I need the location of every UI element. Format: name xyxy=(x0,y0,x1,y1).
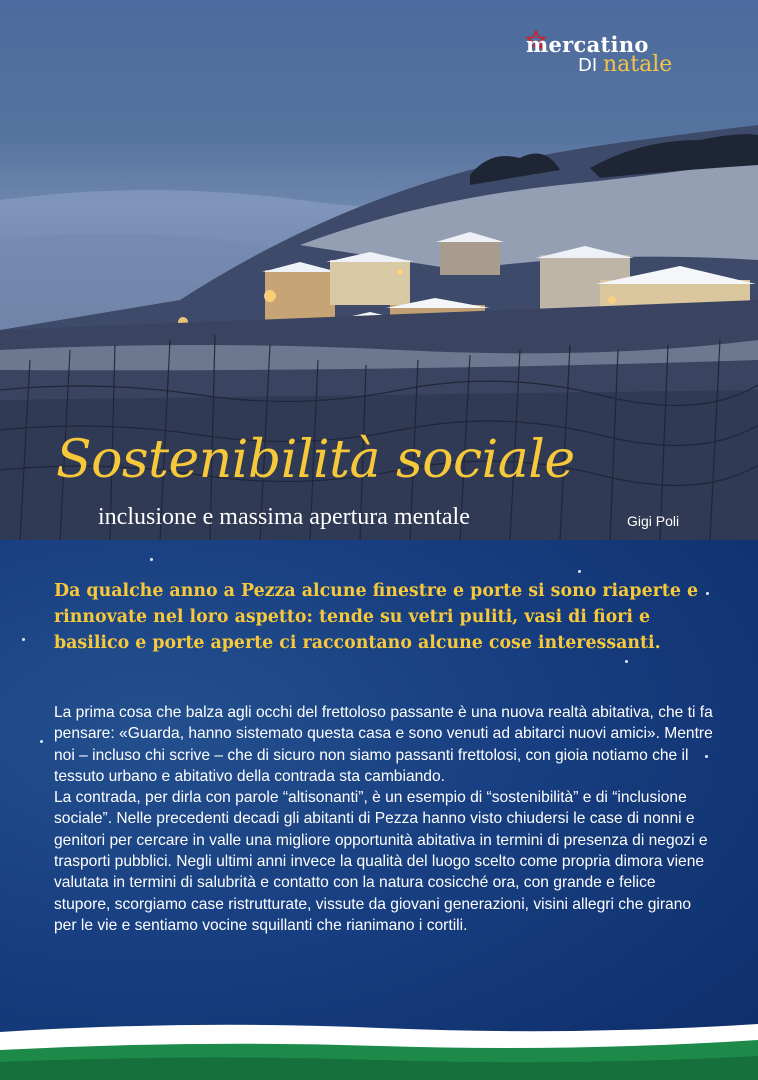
decorative-star xyxy=(706,592,709,595)
author-name: Gigi Poli xyxy=(627,513,680,529)
footer-wave xyxy=(0,1010,758,1080)
decorative-star xyxy=(150,558,153,561)
article-subtitle: inclusione e massima apertura mentale xyxy=(98,504,470,530)
article-title: Sostenibilità sociale xyxy=(56,430,575,490)
logo-natale: natale xyxy=(603,52,673,77)
mercatino-natale-logo xyxy=(526,30,706,80)
decorative-star xyxy=(40,740,43,743)
lead-paragraph: Da qualche anno a Pezza alcune finestre e porte si sono riaperte e rinnovate nel loro aspetto: tende su vetri puliti, vasi di fiori e basilico e porte aperte ci raccontano alcune cose interessanti. xyxy=(54,581,699,653)
decorative-star xyxy=(578,570,581,573)
article-body xyxy=(0,540,758,1080)
logo-di: DI xyxy=(578,55,598,76)
body-paragraph: La prima cosa che balza agli occhi del frettoloso passante è una nuova realtà abitativa, che ti fa pensare: «Guarda, hanno sistemato questa casa e sono venuti ad abitarci nuovi amici». Mentre noi – incluso chi scrive – che di sicuro non siamo passanti frettolosi, con gioia notiamo che il tessuto urbano e abitativo della contrada sta cambiando. La contrada, per dirla con parole “altisonanti”, è un esempio di “sostenibilità” e di “inclusione sociale”. Nelle precedenti decadi gli abitanti di Pezza hanno visto chiudersi le case di nonni e genitori per cercare in valle una migliore opportunità abitativa in termini di presenza di negozi e trasporti pubblici. Negli ultimi anni invece la qualità del luogo scelto come propria dimora viene valutata in termini di salubrità e contatto con la natura cosicché ora, con grande e felice stupore, scorgiamo case ristrutturate, vissute da giovani generazioni, visini allegri che girano per le vie e sentiamo vocine squillanti che rianimano i cortili. xyxy=(54,704,713,934)
logo-mercatino: mercatino xyxy=(526,32,649,57)
decorative-star xyxy=(625,660,628,663)
decorative-star xyxy=(22,638,25,641)
